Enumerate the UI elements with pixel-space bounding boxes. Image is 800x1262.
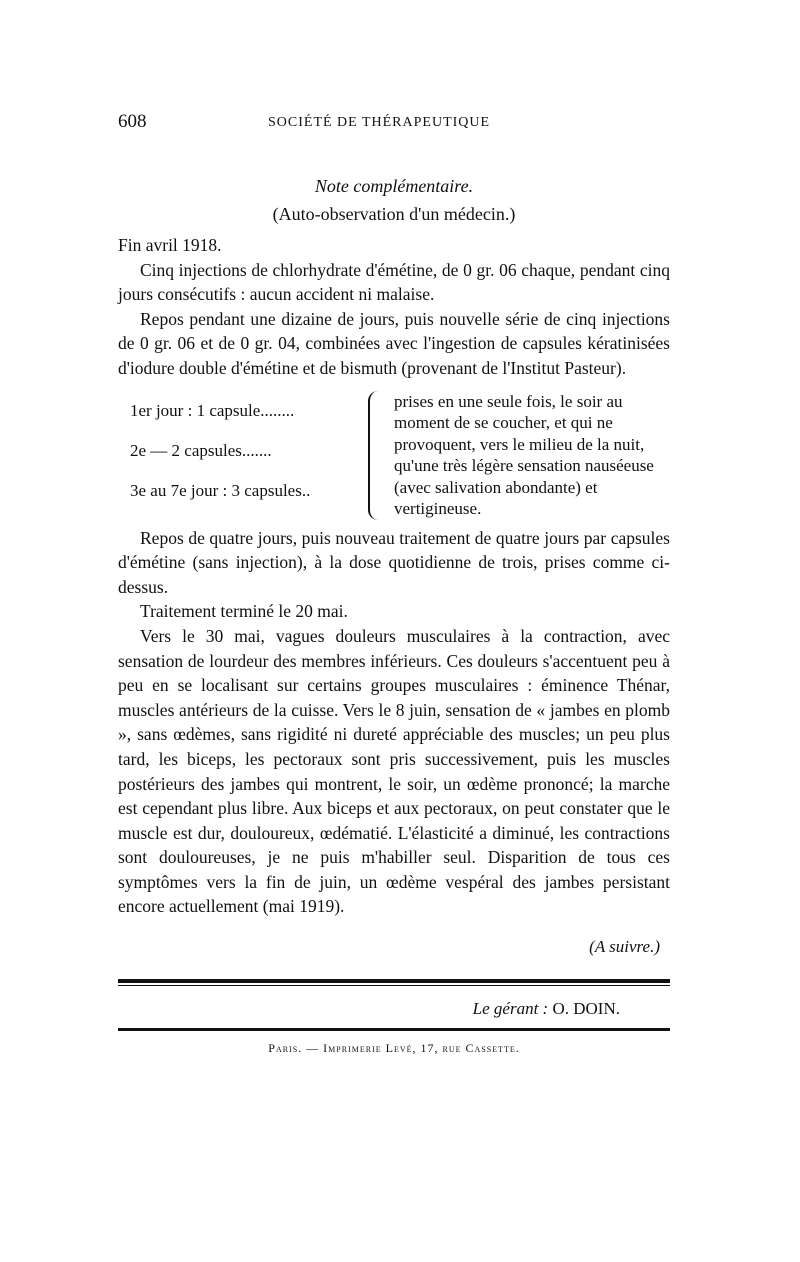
- document-page: [118, 105, 670, 1056]
- page-header: [118, 105, 670, 141]
- date-line: Fin avril 1918.: [118, 235, 222, 255]
- divider: [118, 1028, 670, 1031]
- paragraph-repos-quatre: Repos de quatre jours, puis nouveau traitement de quatre jours par capsules d'émétine (sans injection), à la dose quotidienne de trois, prises comme ci-dessus.: [118, 527, 670, 597]
- gerant-name: O. DOIN.: [552, 999, 620, 1019]
- dose-row: 1er jour : 1 capsule........: [130, 400, 295, 420]
- continued-note: (A suivre.): [589, 937, 660, 957]
- running-title: SOCIÉTÉ DE THÉRAPEUTIQUE: [268, 115, 491, 130]
- brace: [368, 391, 386, 520]
- divider: [118, 979, 670, 983]
- dose-row: 3e au 7e jour : 3 capsules..: [130, 480, 311, 500]
- dose-table: [118, 391, 670, 520]
- paragraph-traitement: Traitement terminé le 20 mai.: [140, 601, 348, 622]
- gerant-label: Le gérant :: [472, 999, 549, 1019]
- note-title: Note complémentaire.: [314, 176, 474, 196]
- divider: [118, 985, 670, 986]
- note-subtitle: (Auto-observation d'un médecin.): [272, 204, 516, 224]
- dose-row: 2e — 2 capsules.......: [130, 440, 272, 460]
- paragraph-injections: Cinq injections de chlorhydrate d'émétine, de 0 gr. 06 chaque, pendant cinq jours consécutifs : aucun accident ni malaise.: [118, 259, 670, 305]
- paragraph-repos: Repos pendant une dizaine de jours, puis nouvelle série de cinq injections de 0 gr. 06 et de 0 gr. 04, combinées avec l'ingestion de capsules kératinisées d'iodure double d'émétine et de bismuth (provenant de l'Institut Pasteur).: [118, 308, 670, 378]
- gerant-line: [118, 996, 670, 1022]
- imprint: Paris. — Imprimerie Levé, 17, rue Cassette.: [268, 1041, 520, 1056]
- paragraph-symptomes: Vers le 30 mai, vagues douleurs musculaires à la contraction, avec sensation de lourdeur des membres inférieurs. Ces douleurs s'accentuent peu à peu en se localisant sur certains groupes musculaires : éminence Thénar, muscles antérieurs de la cuisse. Vers le 8 juin, sensation de « jambes en plomb », sans œdèmes, sans rigidité ni dureté appréciable des muscles; un peu plus tard, les biceps, les pectoraux sont pris successivement, puis les muscles postérieurs des jambes qui montrent, le soir, un œdème prononcé; la marche est cependant plus libre. Aux biceps et aux pectoraux, on peut constater que le muscle est dur, douloureux, œdématié. L'élasticité a diminué, les contractions sont douloureuses, je ne puis m'habiller seul. Disparition de tous ces symptômes vers la fin de juin, un œdème vespéral des jambes persistant encore actuellement (mai 1919).: [118, 625, 670, 917]
- page-number: 608: [118, 111, 147, 132]
- dose-list: [118, 391, 368, 520]
- dose-note: prises en une seule fois, le soir au moment de se coucher, et qui ne provoquent, vers le milieu de la nuit, qu'une très légère sensation nauséeuse (avec salivation abondante) et vertigineuse.: [394, 391, 654, 519]
